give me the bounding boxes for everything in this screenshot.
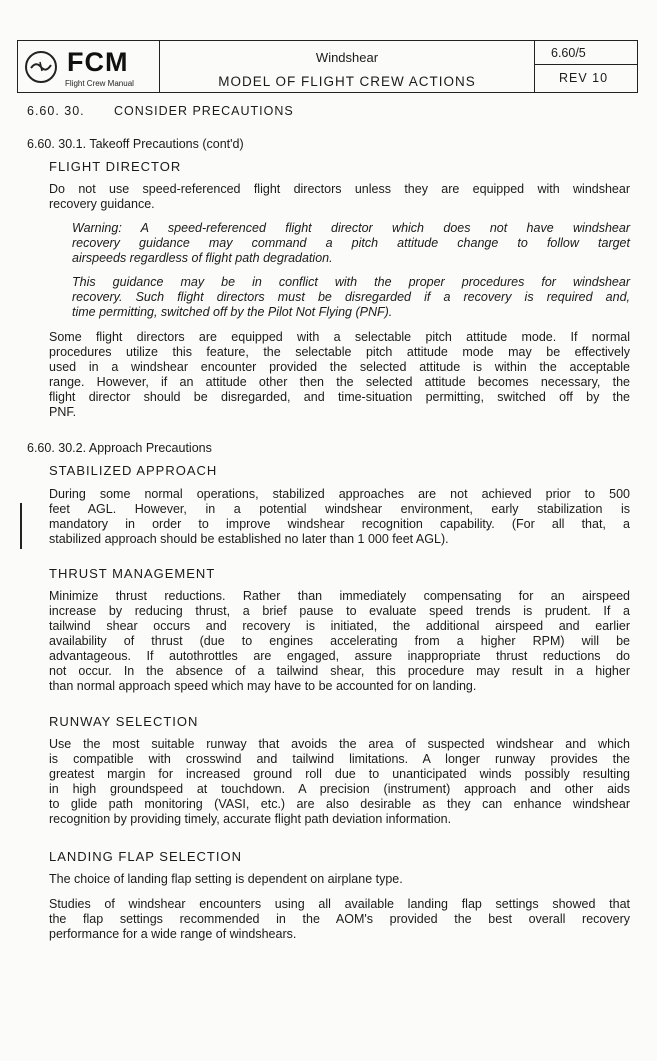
- text-line: performance for a wide range of windshears.: [49, 927, 297, 941]
- text-line: increase by reducing thrust, a brief pause to evaluate speed trends is prudent. If a: [49, 604, 630, 618]
- text-line: This guidance may be in conflict with the proper procedures for windshear: [72, 275, 630, 289]
- text-line: Studies of windshear encounters using all available landing flap settings showed that: [49, 897, 630, 911]
- text-line: Some flight directors are equipped with a selectable pitch attitude mode. If normal: [49, 330, 630, 344]
- text-line: in high groundspeed at touchdown. A precision (instrument) approach and other aids: [49, 782, 630, 796]
- text-line: recognition by providing timely, accurate flight path deviation information.: [49, 812, 452, 826]
- text-line: Minimize thrust reductions. Rather than immediately compensating for an airspeed: [49, 589, 630, 603]
- revision: REV 10: [559, 71, 609, 85]
- runway-selection-heading: RUNWAY SELECTION: [49, 714, 199, 729]
- text-line: Use the most suitable runway that avoids the area of suspected windshear and which: [49, 737, 630, 751]
- text-line: Warning: A speed-referenced flight director which does not have windshear: [72, 221, 630, 235]
- text-line: stabilized approach should be established no later than 1 000 feet AGL).: [49, 532, 449, 546]
- airline-logo-icon: [25, 51, 57, 83]
- text-line: to glide path monitoring (VASI, etc.) are also desirable as they can enhance windshear: [49, 797, 630, 811]
- text-line: greatest margin for increased ground roll due to unanticipated winds possibly resulting: [49, 767, 630, 781]
- flight-director-paragraph-1: [49, 182, 630, 212]
- header-topic: Windshear: [315, 50, 379, 65]
- section-number: 6.60. 30.: [27, 104, 85, 118]
- text-line: procedures utilize this feature, the selectable pitch attitude mode may be effectively: [49, 345, 630, 359]
- thrust-management-heading: THRUST MANAGEMENT: [49, 566, 216, 581]
- header-ref-block: [535, 41, 637, 92]
- warning-paragraph: [72, 221, 630, 266]
- text-line: the flap settings recommended in the AOM's provided the best overall recovery: [49, 912, 630, 926]
- header-title: MODEL OF FLIGHT CREW ACTIONS: [218, 74, 476, 89]
- page-reference: 6.60/5: [535, 41, 637, 65]
- text-line: mandatory in order to improve windshear recognition capability. (For all that, a: [49, 517, 630, 531]
- stabilized-approach-paragraph: [49, 487, 630, 547]
- logo-text: FCM: [67, 47, 129, 77]
- logo-subtitle: Flight Crew Manual: [65, 79, 134, 88]
- takeoff-heading: 6.60. 30.1. Takeoff Precautions (cont'd): [27, 137, 244, 151]
- text-line: time permitting, switched off by the Pilot Not Flying (PNF).: [72, 305, 393, 319]
- text-line: recovery. Such flight directors must be disregarded if a recovery is required and,: [72, 290, 630, 304]
- text-line: tailwind shear occurs and recovery is initiated, the additional airspeed and earlier: [49, 619, 630, 633]
- flight-director-heading: FLIGHT DIRECTOR: [49, 159, 182, 174]
- text-line: not occur. In the absence of a tailwind shear, this procedure may result in a higher: [49, 664, 630, 678]
- text-line: advantageous. If autothrottles are engaged, assure inappropriate thrust reductions do: [49, 649, 630, 663]
- landing-flap-paragraph-1: The choice of landing flap setting is dependent on airplane type.: [49, 872, 403, 886]
- guidance-note-paragraph: [72, 275, 630, 320]
- text-line: airspeeds regardless of flight path degradation.: [72, 251, 333, 265]
- header-title-block: [160, 41, 535, 92]
- text-line: recovery guidance may command a pitch attitude change to follow target: [72, 236, 630, 250]
- text-line: is compatible with crosswind and tailwind limitations. A longer runway provides the: [49, 752, 630, 766]
- flight-director-paragraph-2: [49, 330, 630, 420]
- text-line: Do not use speed-referenced flight directors unless they are equipped with windshear: [49, 182, 630, 196]
- section-title: CONSIDER PRECAUTIONS: [114, 104, 294, 118]
- text-line: PNF.: [49, 405, 77, 419]
- logo-block: [18, 41, 160, 92]
- text-line: During some normal operations, stabilized approaches are not achieved prior to 500: [49, 487, 630, 501]
- revision-change-bar: [20, 503, 22, 549]
- page-header: [17, 40, 638, 93]
- text-line: flight director should be disregarded, and time-situation permitting, switched off by the: [49, 390, 630, 404]
- stabilized-approach-heading: STABILIZED APPROACH: [49, 463, 218, 478]
- text-line: recovery guidance.: [49, 197, 155, 211]
- text-line: than normal approach speed which may have to be accounted for on landing.: [49, 679, 477, 693]
- thrust-management-paragraph: [49, 589, 630, 694]
- approach-heading: 6.60. 30.2. Approach Precautions: [27, 441, 212, 455]
- text-line: feet AGL. However, in a potential windshear environment, early stabilization is: [49, 502, 630, 516]
- text-line: availability of thrust (due to engines accelerating from a higher RPM) will be: [49, 634, 630, 648]
- landing-flap-paragraph-2: [49, 897, 630, 942]
- text-line: range. However, if an attitude other then the selected attitude becomes necessary, the: [49, 375, 630, 389]
- text-line: used in a windshear encounter provided the selected attitude is within the acceptable: [49, 360, 630, 374]
- landing-flap-heading: LANDING FLAP SELECTION: [49, 849, 242, 864]
- runway-selection-paragraph: [49, 737, 630, 827]
